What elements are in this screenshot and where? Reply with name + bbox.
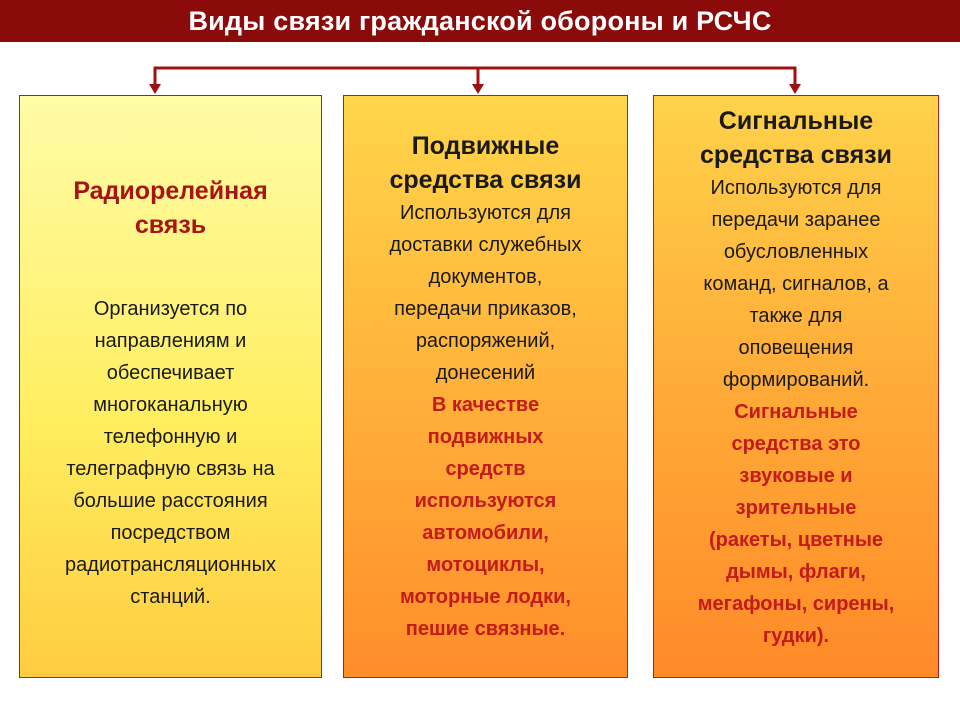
arrow-right-icon <box>789 84 801 94</box>
emphasis-line: В качестве <box>431 394 540 416</box>
card-emphasis <box>654 396 938 652</box>
heading-line: Сигнальные <box>718 107 874 135</box>
emphasis-line: средства это <box>731 433 861 455</box>
card-signal-means <box>653 95 939 678</box>
emphasis-line: (ракеты, цветные <box>708 529 884 551</box>
emphasis-line: гудки). <box>762 625 830 647</box>
page-title: Виды связи гражданской обороны и РСЧС <box>188 5 772 36</box>
body-line: оповещения <box>738 337 854 359</box>
connector-lines <box>0 60 960 100</box>
emphasis-line: мотоциклы, <box>426 554 545 576</box>
emphasis-line: используются <box>414 490 557 512</box>
body-line: обусловленных <box>723 241 869 263</box>
card-heading <box>20 174 321 242</box>
heading-line: средства связи <box>700 141 892 169</box>
card-body <box>344 197 627 389</box>
card-emphasis <box>344 389 627 645</box>
heading-line: средства связи <box>389 166 582 194</box>
body-line: распоряжений, <box>415 330 556 352</box>
emphasis-line: дымы, флаги, <box>726 561 866 583</box>
card-heading <box>654 104 938 172</box>
body-line: формирований. <box>722 369 870 391</box>
emphasis-line: автомобили, <box>422 522 549 544</box>
emphasis-line: звуковые и <box>739 465 853 487</box>
arrow-left-icon <box>149 84 161 94</box>
card-heading <box>344 129 627 197</box>
body-line: Используются для <box>710 177 882 199</box>
card-mobile-means <box>343 95 628 678</box>
heading-line: Подвижные <box>411 132 560 160</box>
emphasis-line: средств <box>445 458 526 480</box>
heading-line: Радиорелейная <box>73 177 268 205</box>
card-body <box>20 293 321 613</box>
heading-line: связь <box>134 211 207 239</box>
body-line: радиотрансляционных <box>65 554 276 576</box>
body-line: донесений <box>435 362 536 384</box>
body-line: станций. <box>130 586 211 608</box>
body-line: Организуется по <box>93 298 248 320</box>
body-line: обеспечивает <box>106 362 235 384</box>
emphasis-line: Сигнальные <box>734 401 858 423</box>
emphasis-line: подвижных <box>427 426 544 448</box>
body-line: телефонную и <box>103 426 238 448</box>
body-line: команд, сигналов, а <box>703 273 889 295</box>
body-line: документов, <box>428 266 543 288</box>
body-line: передачи приказов, <box>394 298 577 320</box>
body-line: доставки служебных <box>389 234 582 256</box>
title-bar <box>0 0 960 42</box>
body-line: большие расстояния <box>73 490 268 512</box>
body-line: телеграфную связь на <box>66 458 275 480</box>
body-line: также для <box>749 305 843 327</box>
emphasis-line: зрительные <box>735 497 857 519</box>
body-line: направлениям и <box>94 330 247 352</box>
body-line: передачи заранее <box>711 209 881 231</box>
emphasis-line: мегафоны, сирены, <box>697 593 895 615</box>
body-line: Используются для <box>400 202 571 224</box>
card-radio-relay <box>19 95 322 678</box>
card-body <box>654 172 938 396</box>
arrow-center-icon <box>472 84 484 94</box>
body-line: посредством <box>110 522 231 544</box>
emphasis-line: пешие связные. <box>405 618 566 640</box>
body-line: многоканальную <box>93 394 248 416</box>
emphasis-line: моторные лодки, <box>399 586 571 608</box>
